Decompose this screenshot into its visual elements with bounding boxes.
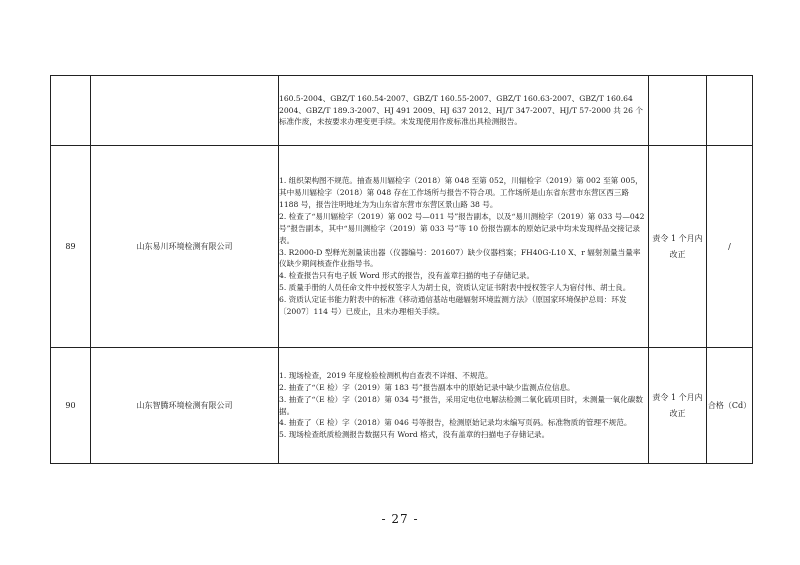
table-row bbox=[51, 76, 753, 146]
findings-cell bbox=[279, 76, 649, 146]
table-row bbox=[51, 348, 753, 464]
finding-item: 3. R2000-D 型释光剂量读出器（仪器编号：201607）缺少仪器档案；FH40G-L10 X、r 辐射剂量当量率仪缺少期间核查作业指导书。 bbox=[279, 247, 641, 269]
finding-item: 2. 抽查了“（E 检）字（2019）第 183 号”报告副本中的原始记录中缺少监测点位信息。 bbox=[279, 382, 575, 392]
rectification-result: 合格（Cd） bbox=[707, 348, 753, 464]
finding-item: 5. 质量手册的人员任命文件中授权签字人为胡士良，资质认定证书附表中授权签字人为宿付伟、胡士良。 bbox=[279, 283, 631, 293]
row-number: 89 bbox=[51, 146, 91, 348]
finding-item: 1. 现场检查，2019 年度检验检测机构自查表不详细、不规范。 bbox=[279, 370, 493, 380]
organization-name bbox=[91, 76, 279, 146]
rectification-requirement: 责令 1 个月内改正 bbox=[649, 146, 707, 348]
finding-item: 1. 组织架构图不规范。抽查易川辐检字（2018）第 048 至第 052，川辐检字（2019）第 002 至第 005，其中易川辐检字（2018）第 048 存在工作场所与报告不符合项。工作场所是山东省东营市东营区西三路 1188 号，报告注明地址为为山东省东营市东营区景山路 38 号。 bbox=[279, 176, 643, 209]
organization-name: 山东易川环境检测有限公司 bbox=[91, 146, 279, 348]
rectification-requirement bbox=[649, 76, 707, 146]
rectification-result bbox=[707, 76, 753, 146]
organization-name: 山东智腾环境检测有限公司 bbox=[91, 348, 279, 464]
finding-item: 3. 抽查了“（E 检）字（2018）第 034 号”报告，采用定电位电解法检测二氧化硫项目时，未测量一氧化碳数据。 bbox=[279, 394, 643, 416]
row-number bbox=[51, 76, 91, 146]
finding-item: 6. 资质认定证书能力附表中的标准《移动通信基站电磁辐射环境监测方法》（原国家环境保护总局：环发〔2007〕114 号）已废止，且未办理相关手续。 bbox=[279, 295, 627, 317]
findings-cell bbox=[279, 348, 649, 464]
rectification-result: / bbox=[707, 146, 753, 348]
finding-item: 4. 检查报告只有电子版 Word 形式的报告，没有盖章扫描的电子存储记录。 bbox=[279, 271, 535, 281]
page-number: - 27 - bbox=[381, 512, 419, 526]
findings-cell bbox=[279, 146, 649, 348]
inspection-table bbox=[50, 75, 753, 464]
finding-item: 4. 抽查了（E 检）字（2018）第 046 号等报告，检测原始记录均未编写页码。标准物质的管理不规范。 bbox=[279, 418, 632, 428]
table-row bbox=[51, 146, 753, 348]
finding-item: 5. 现场检查纸质检测报告数据只有 Word 格式，没有盖章的扫描电子存储记录。 bbox=[279, 430, 550, 440]
row-number: 90 bbox=[51, 348, 91, 464]
rectification-requirement: 责令 1 个月内改正 bbox=[649, 348, 707, 464]
finding-item: 160.5-2004、GBZ/T 160.54-2007、GBZ/T 160.55-2007、GBZ/T 160.63-2007、GBZ/T 160.64 2004、GBZ/T 189.3-2007、HJ 491 2009、HJ 637 2012、HJ/T 347-2007、HJ/T 57-2000 共 26 个标准作废，未按要求办理变更手续。未发现使用作废标准出具检测报告。 bbox=[279, 93, 643, 127]
finding-item: 2. 检查了“易川辐检字（2019）第 002 号—011 号”报告副本，以及“易川测检字（2019）第 033 号—042 号”报告副本，其中“易川测检字（2019）第 033 号”等 10 份报告副本的原始记录中均未发现样品交接记录表。 bbox=[279, 211, 645, 245]
